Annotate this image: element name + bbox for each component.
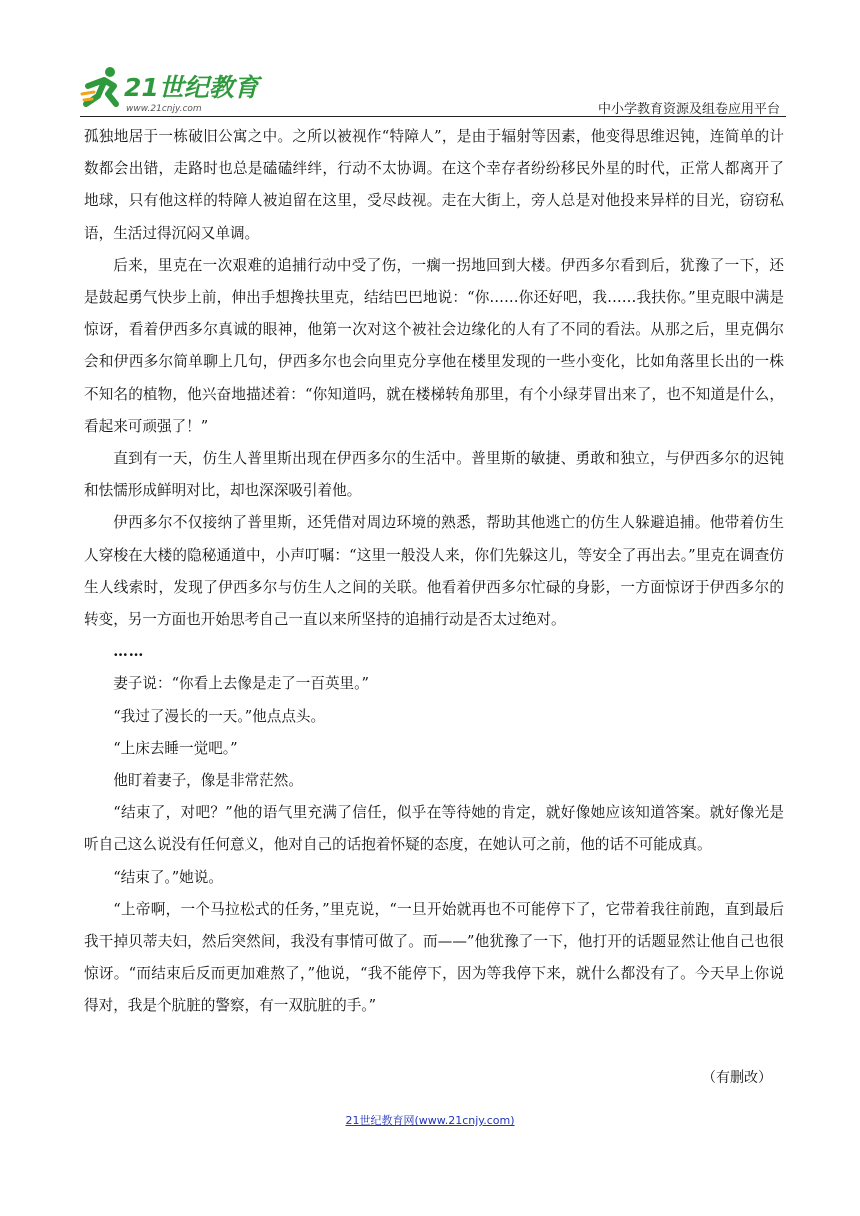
platform-title: 中小学教育资源及组卷应用平台	[597, 102, 780, 117]
paragraph: “结束了。”她说。	[113, 868, 223, 886]
logo-url: www.21cnjy.com	[126, 104, 202, 114]
header-divider	[80, 116, 786, 117]
paragraph: 直到有一天，仿生人普里斯出现在伊西多尔的生活中。普里斯的敏捷、勇敢和独立，与伊西多尔的迟钝和怯懦形成鲜明对比，却也深深吸引着他。	[84, 450, 784, 500]
runner-logo-icon	[80, 64, 124, 114]
paragraph: 孤独地居于一栋破旧公寓之中。之所以被视作“特障人”，是由于辐射等因素，他变得思维迟钝，连简单的计数都会出错，走路时也总是磕磕绊绊，行动不太协调。在这个幸存者纷纷移民外星的时代，正常人都离开了地球，只有他这样的特障人被迫留在这里，受尽歧视。走在大街上，旁人总是对他投来异样的目光，窃窃私语，生活过得沉闷又单调。	[84, 128, 784, 242]
paragraph: 妻子说：“你看上去像是走了一百英里。”	[113, 675, 369, 693]
page-footer	[0, 1112, 860, 1128]
ellipsis-break: ……	[113, 643, 145, 661]
paragraph: 后来，里克在一次艰难的追捕行动中受了伤，一瘸一拐地回到大楼。伊西多尔看到后，犹豫了一下，还是鼓起勇气快步上前，伸出手想搀扶里克，结结巴巴地说：“你……你还好吧，我……我扶你。”里克眼中满是惊讶，看着伊西多尔真诚的眼神，他第一次对这个被社会边缘化的人有了不同的看法。从那之后，里克偶尔会和伊西多尔简单聊上几句，伊西多尔也会向里克分享他在楼里发现的一些小变化，比如角落里长出的一株不知名的植物，他兴奋地描述着：“你知道吗，就在楼梯转角那里，有个小绿芽冒出来了，也不知道是什么，看起来可顽强了！”	[84, 256, 784, 435]
paragraph: “结束了，对吧？”他的语气里充满了信任，似乎在等待她的肯定，就好像她应该知道答案。就好像光是听自己这么说没有任何意义，他对自己的话抱着怀疑的态度，在她认可之前，他的话不可能成真。	[84, 804, 784, 854]
paragraph: “上床去睡一觉吧。”	[113, 739, 238, 757]
paragraph: “我过了漫长的一天。”他点点头。	[113, 707, 326, 725]
logo-text: 21世纪教育	[124, 73, 259, 102]
page-header	[80, 60, 786, 116]
paragraph: 伊西多尔不仅接纳了普里斯，还凭借对周边环境的熟悉，帮助其他逃亡的仿生人躲避追捕。他带着仿生人穿梭在大楼的隐秘通道中，小声叮嘱：“这里一般没人来，你们先躲这儿，等安全了再出去。”里克在调查仿生人线索时，发现了伊西多尔与仿生人之间的关联。他看着伊西多尔忙碌的身影，一方面惊讶于伊西多尔的转变，另一方面也开始思考自己一直以来所坚持的追捕行动是否太过绝对。	[84, 514, 784, 629]
logo	[80, 60, 300, 116]
source-note: （有删改）	[702, 1070, 772, 1086]
article-body	[84, 121, 784, 1023]
paragraph: 他盯着妻子，像是非常茫然。	[113, 772, 303, 790]
paragraph: “上帝啊，一个马拉松式的任务，”里克说，“一旦开始就再也不可能停下了，它带着我往前跑，直到最后我干掉贝蒂夫妇，然后突然间，我没有事情可做了。而——”他犹豫了一下，他打开的话题显然让他自己也很惊讶。“而结束后反而更加难熬了，”他说，“我不能停下，因为等我停下来，就什么都没有了。今天早上你说得对，我是个肮脏的警察，有一双肮脏的手。”	[84, 900, 784, 1015]
footer-link[interactable]: 21世纪教育网(www.21cnjy.com)	[345, 1114, 515, 1127]
